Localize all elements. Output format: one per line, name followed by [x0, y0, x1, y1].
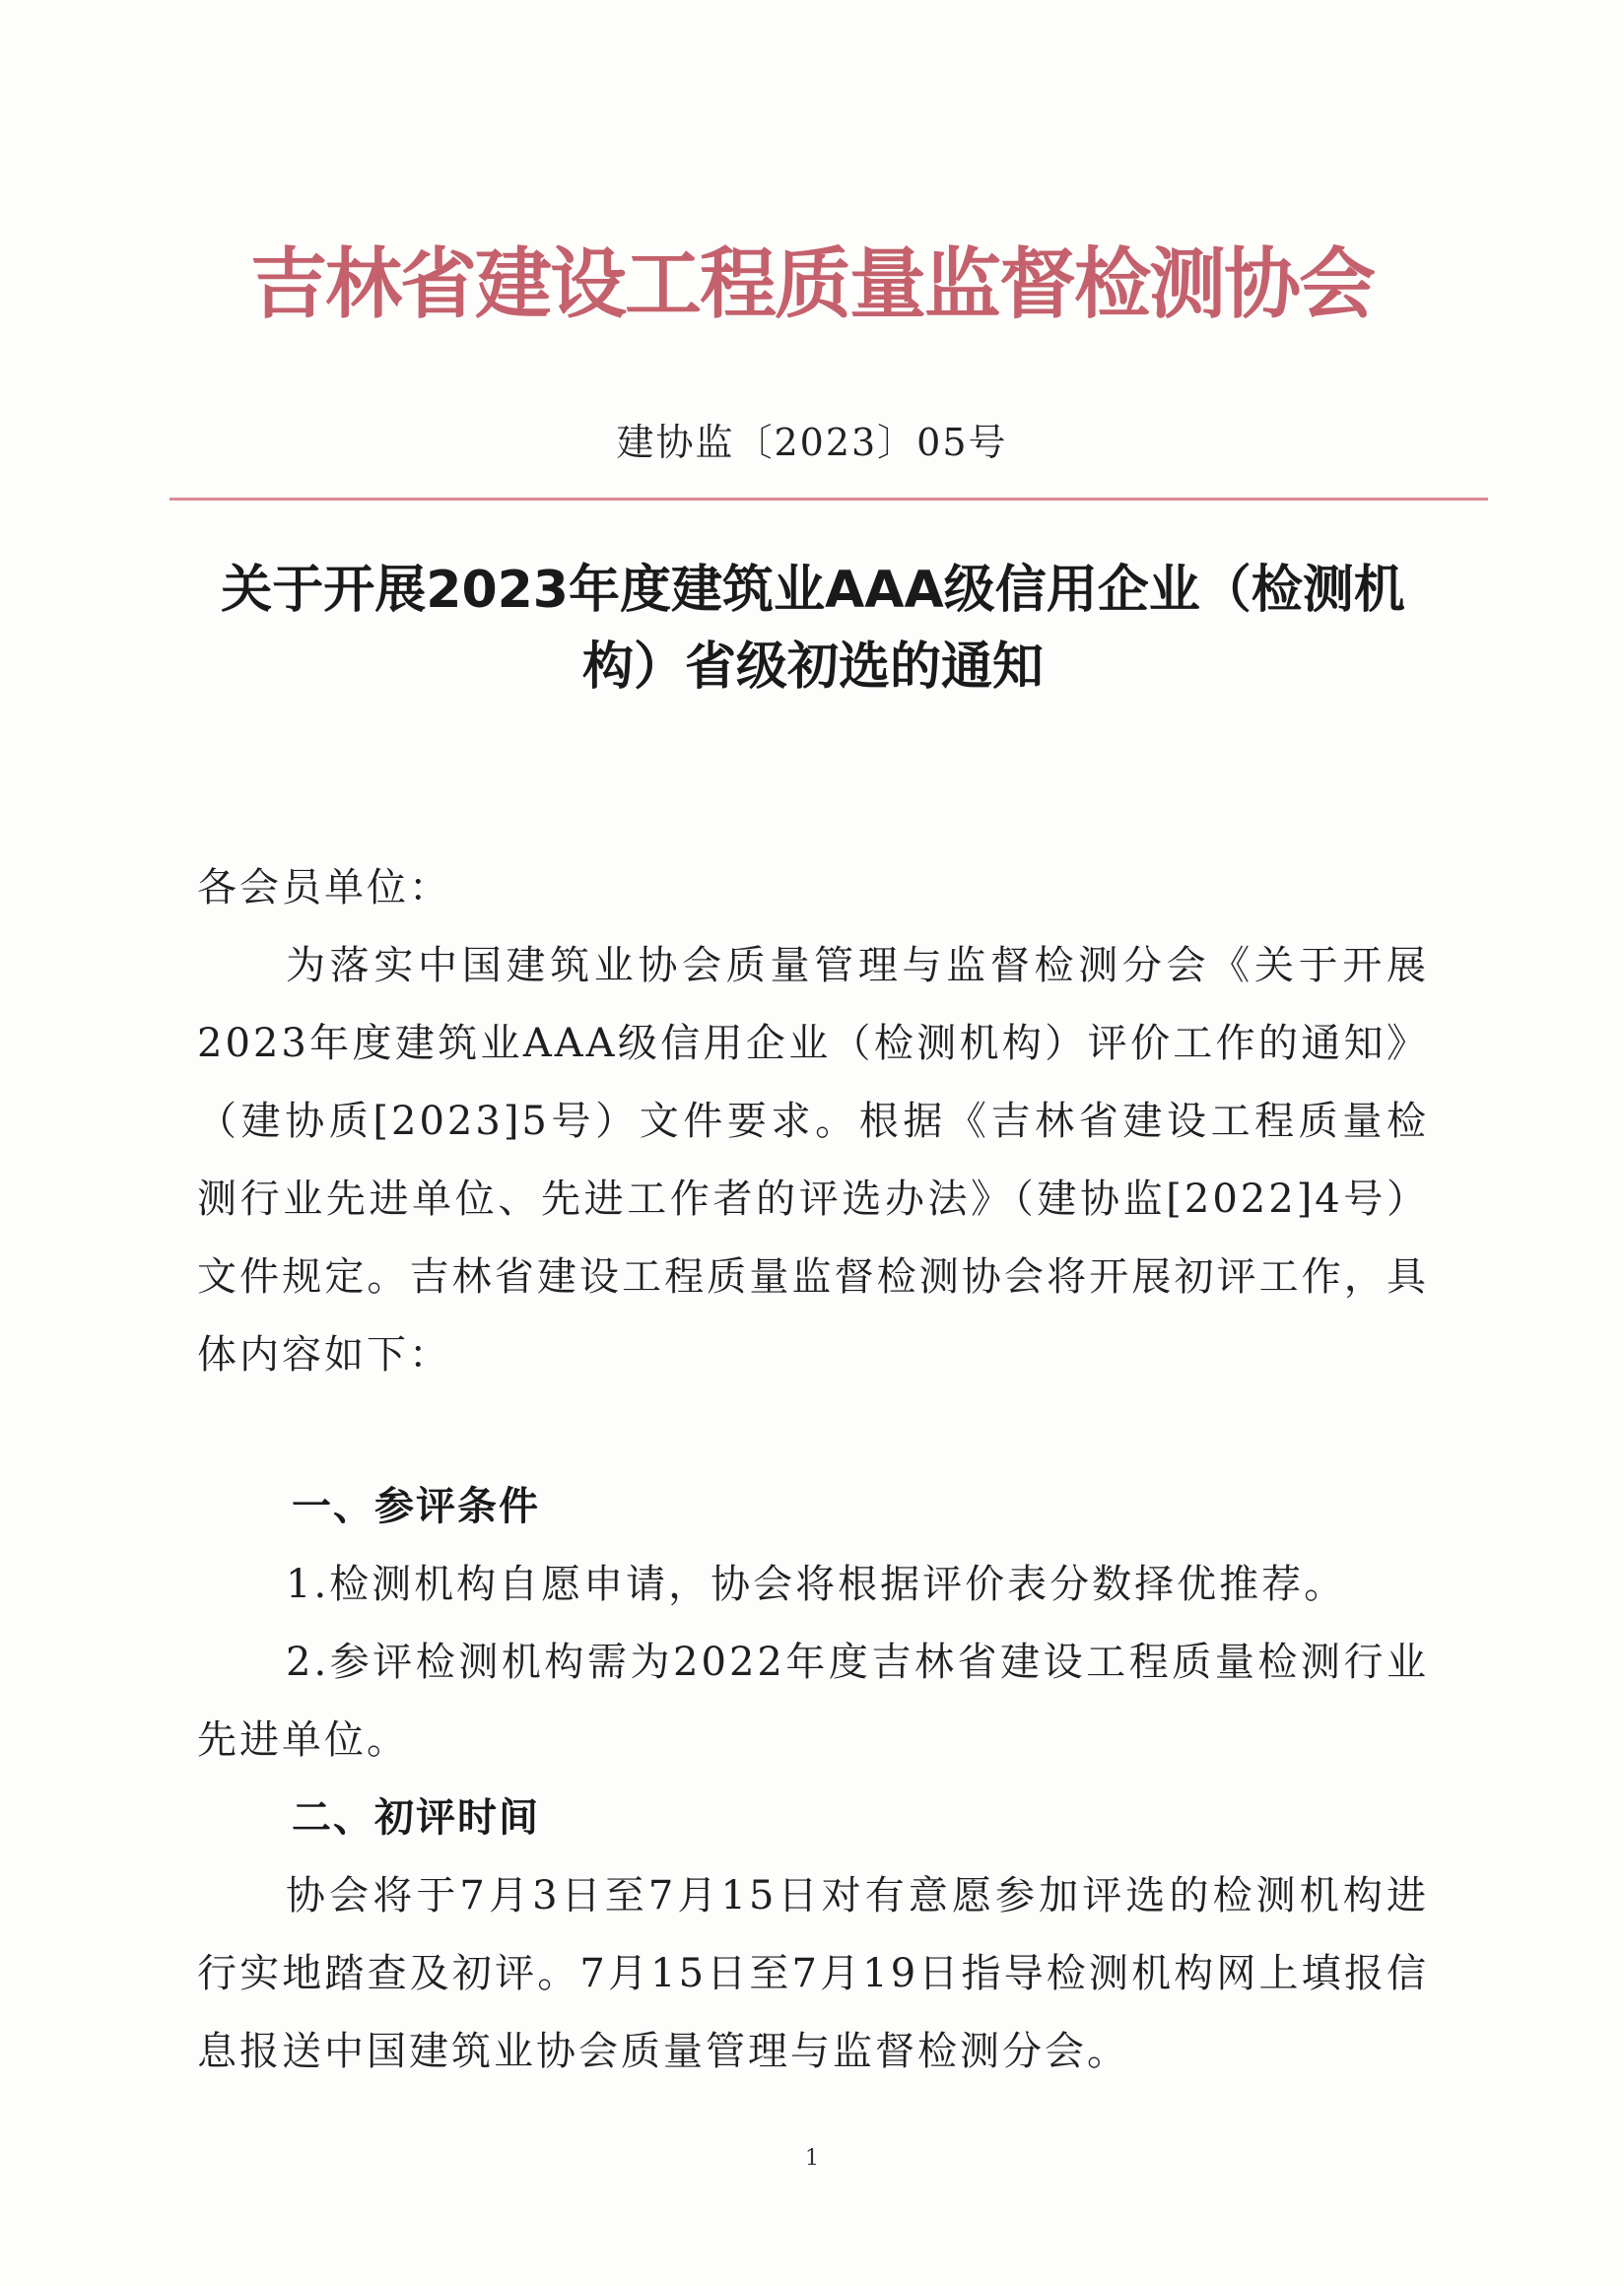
page-number: 1 — [805, 2146, 819, 2171]
intro-paragraph: 为落实中国建筑业协会质量管理与监督检测分会《关于开展2023年度建筑业AAA级信用企业（检测机构）评价工作的通知》（建协质[2023]5号）文件要求。根据《吉林省建设工程质量检测行业先进单位、先进工作者的评选办法》（建协监[2022]4号）文件规定。吉林省建设工程质量监督检测协会将开展初评工作，具体内容如下： — [197, 943, 1429, 1378]
red-divider-line — [169, 498, 1488, 501]
organization-letterhead: 吉林省建设工程质量监督检测协会 — [249, 240, 1374, 329]
eligibility-item-2: 2.参评检测机构需为2022年度吉林省建设工程质量检测行业先进单位。 — [197, 1640, 1429, 1763]
section-heading-eligibility: 一、参评条件 — [292, 1484, 540, 1529]
document-number: 建协监〔2023〕05号 — [616, 421, 1008, 464]
section-heading-schedule: 二、初评时间 — [292, 1795, 540, 1841]
document-title: 关于开展2023年度建筑业AAA级信用企业（检测机构）省级初选的通知 — [221, 561, 1405, 697]
schedule-paragraph: 协会将于7月3日至7月15日对有意愿参加评选的检测机构进行实地踏查及初评。7月15日至7月19日指导检测机构网上填报信息报送中国建筑业协会质量管理与监督检测分会。 — [197, 1873, 1429, 2074]
eligibility-item-1: 1.检测机构自愿申请，协会将根据评价表分数择优推荐。 — [286, 1562, 1347, 1607]
salutation: 各会员单位： — [197, 865, 451, 910]
